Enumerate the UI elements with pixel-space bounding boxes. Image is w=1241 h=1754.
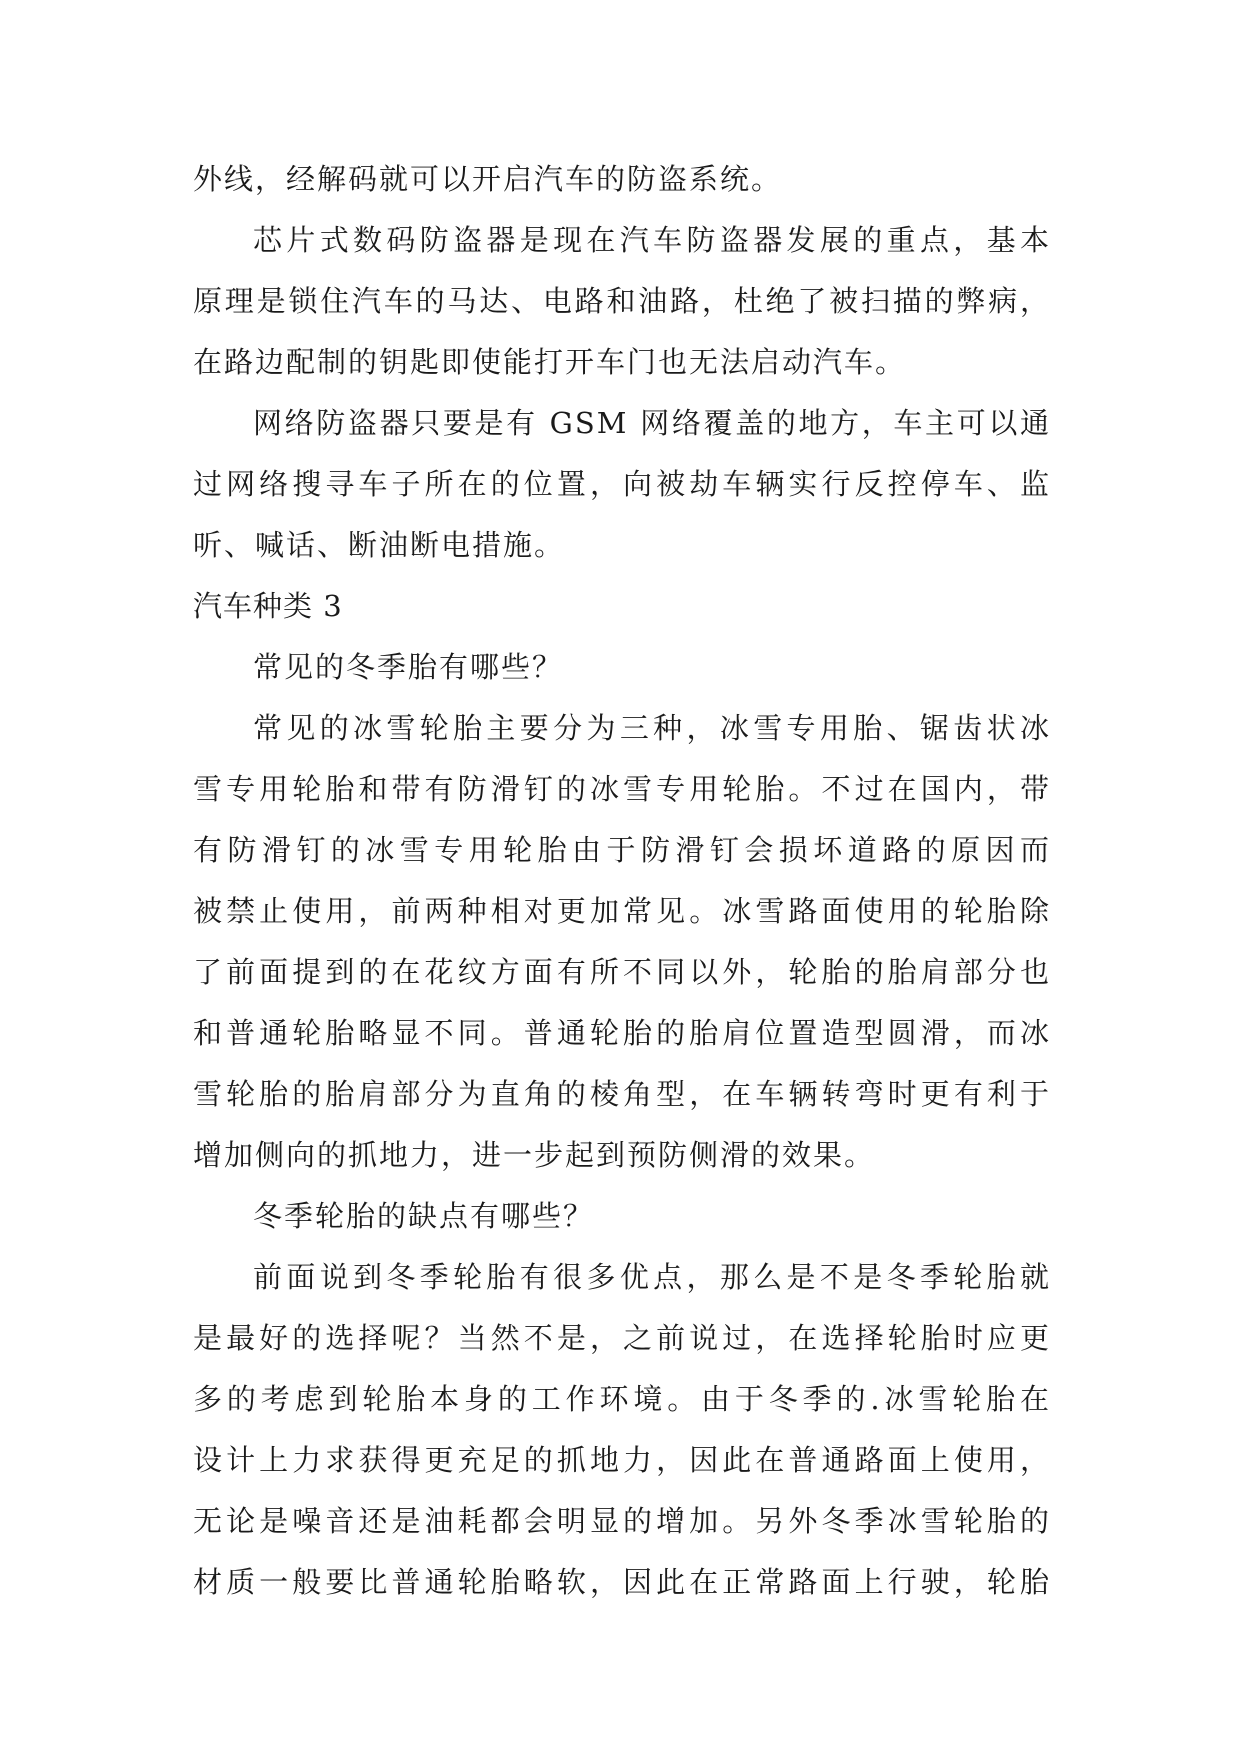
text-line bbox=[193, 1552, 1051, 1613]
text-line bbox=[193, 332, 1051, 393]
text-line bbox=[193, 454, 1051, 515]
text-line bbox=[193, 881, 1051, 942]
text-line bbox=[193, 1003, 1051, 1064]
question-line bbox=[193, 637, 1051, 698]
text-line bbox=[193, 210, 1051, 271]
text-line bbox=[193, 1247, 1051, 1308]
line-text: 在路边配制的钥匙即使能打开车门也无法启动汽车。 bbox=[193, 345, 907, 379]
line-text: 是最好的选择呢？当然不是，之前说过，在选择轮胎时应更 bbox=[193, 1321, 1051, 1355]
text-line bbox=[193, 515, 1051, 576]
line-text: 无论是噪音还是油耗都会明显的增加。另外冬季冰雪轮胎的 bbox=[193, 1504, 1051, 1538]
text-line bbox=[193, 393, 1051, 454]
line-text: 常见的冬季胎有哪些？ bbox=[253, 650, 564, 684]
line-text: 前面说到冬季轮胎有很多优点，那么是不是冬季轮胎就 bbox=[253, 1260, 1051, 1294]
line-text: 听、喊话、断油断电措施。 bbox=[193, 528, 566, 562]
question-line bbox=[193, 1186, 1051, 1247]
line-text: 和普通轮胎略显不同。普通轮胎的胎肩位置造型圆滑，而冰 bbox=[193, 1016, 1051, 1050]
line-text: 网络防盗器只要是有 GSM 网络覆盖的地方，车主可以通 bbox=[253, 406, 1051, 440]
line-text: 增加侧向的抓地力，进一步起到预防侧滑的效果。 bbox=[193, 1138, 876, 1172]
text-line bbox=[193, 759, 1051, 820]
section-heading bbox=[193, 576, 1051, 637]
line-text: 过网络搜寻车子所在的位置，向被劫车辆实行反控停车、监 bbox=[193, 467, 1051, 501]
line-text: 雪轮胎的胎肩部分为直角的棱角型，在车辆转弯时更有利于 bbox=[193, 1077, 1051, 1111]
line-text: 外线，经解码就可以开启汽车的防盗系统。 bbox=[193, 162, 783, 196]
text-line bbox=[193, 1308, 1051, 1369]
text-line bbox=[193, 1369, 1051, 1430]
line-text: 雪专用轮胎和带有防滑钉的冰雪专用轮胎。不过在国内，带 bbox=[193, 772, 1051, 806]
document-page bbox=[193, 149, 1051, 1613]
text-line bbox=[193, 1491, 1051, 1552]
text-line bbox=[193, 820, 1051, 881]
text-line bbox=[193, 942, 1051, 1003]
line-text: 常见的冰雪轮胎主要分为三种，冰雪专用胎、锯齿状冰 bbox=[253, 711, 1051, 745]
line-text: 了前面提到的在花纹方面有所不同以外，轮胎的胎肩部分也 bbox=[193, 955, 1051, 989]
text-line bbox=[193, 1125, 1051, 1186]
text-line bbox=[193, 698, 1051, 759]
line-text: 芯片式数码防盗器是现在汽车防盗器发展的重点，基本 bbox=[253, 223, 1051, 257]
line-text: 材质一般要比普通轮胎略软，因此在正常路面上行驶，轮胎 bbox=[193, 1565, 1051, 1599]
line-text: 冬季轮胎的缺点有哪些？ bbox=[253, 1199, 595, 1233]
line-text: 有防滑钉的冰雪专用轮胎由于防滑钉会损坏道路的原因而 bbox=[193, 833, 1051, 867]
text-line bbox=[193, 1430, 1051, 1491]
heading-text: 汽车种类 3 bbox=[193, 589, 343, 623]
line-text: 原理是锁住汽车的马达、电路和油路，杜绝了被扫描的弊病， bbox=[193, 284, 1051, 318]
line-text: 多的考虑到轮胎本身的工作环境。由于冬季的.冰雪轮胎在 bbox=[193, 1382, 1051, 1416]
text-line bbox=[193, 1064, 1051, 1125]
text-line bbox=[193, 271, 1051, 332]
line-text: 被禁止使用，前两种相对更加常见。冰雪路面使用的轮胎除 bbox=[193, 894, 1051, 928]
text-line bbox=[193, 149, 1051, 210]
line-text: 设计上力求获得更充足的抓地力，因此在普通路面上使用， bbox=[193, 1443, 1051, 1477]
